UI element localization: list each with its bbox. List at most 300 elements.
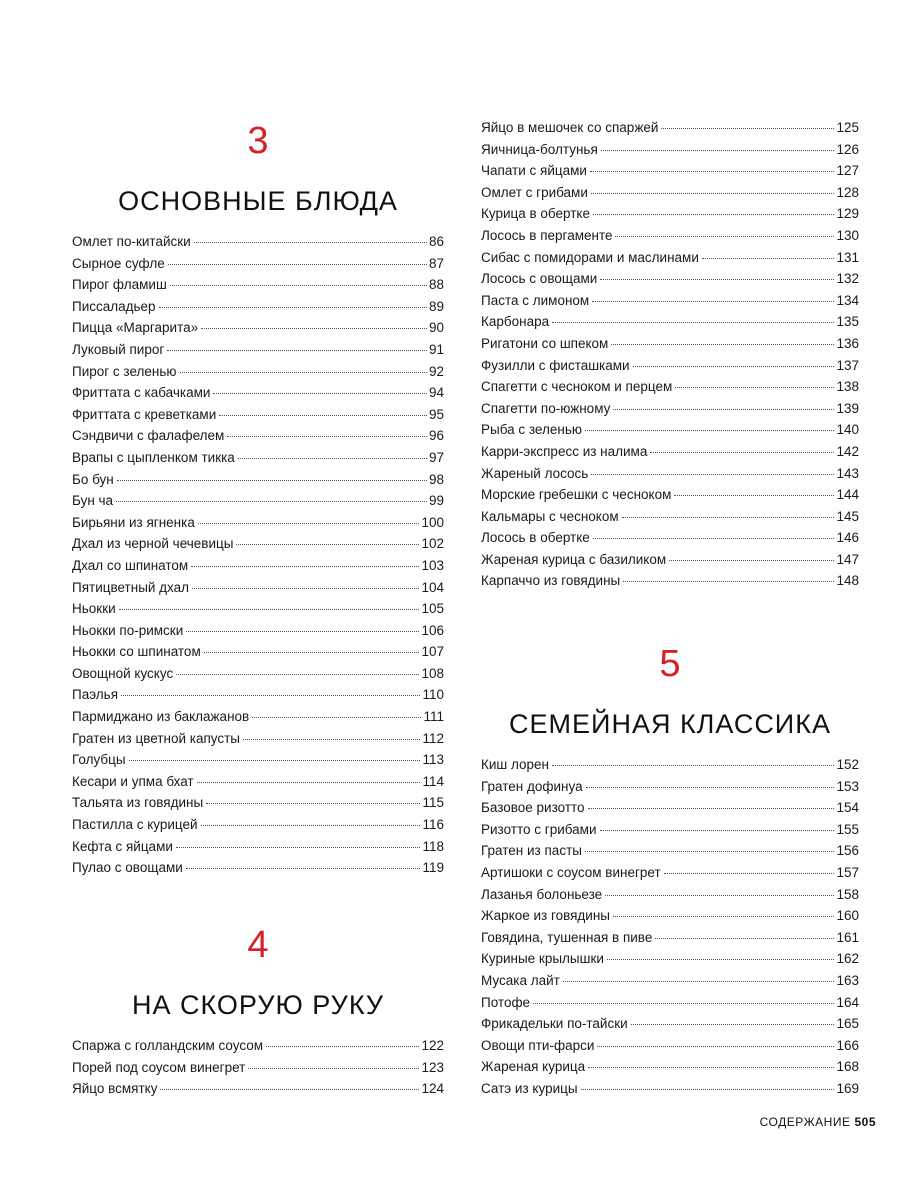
dot-leader	[119, 609, 420, 610]
dot-leader	[180, 372, 427, 373]
dot-leader	[585, 430, 834, 431]
entry-page: 163	[836, 972, 859, 988]
entry-title: Сэндвичи с фалафелем	[72, 428, 225, 444]
dot-leader	[702, 258, 835, 259]
entry-page: 102	[421, 536, 444, 552]
entry-title: Жареный лосось	[481, 465, 589, 481]
toc-entry	[481, 927, 859, 949]
dot-leader	[661, 128, 834, 129]
dot-leader	[623, 581, 834, 582]
entry-page: 143	[836, 465, 859, 481]
entry-page: 139	[836, 400, 859, 416]
toc-entry	[72, 555, 444, 577]
entry-page: 110	[422, 687, 444, 703]
dot-leader	[669, 560, 834, 561]
entry-title: Тальята из говядины	[72, 795, 204, 811]
section-title: НА СКОРУЮ РУКУ	[131, 990, 385, 1020]
entry-title: Гратен из цветной капусты	[72, 730, 241, 746]
page-number: 505	[854, 1115, 876, 1129]
toc-entry	[481, 290, 859, 312]
entry-title: Пулао с овощами	[72, 860, 183, 876]
toc-entry	[481, 570, 859, 592]
toc-entry	[481, 1013, 859, 1035]
toc-entry	[72, 382, 444, 404]
dot-leader	[533, 1003, 834, 1004]
entry-title: Писсаладьер	[72, 298, 156, 314]
toc-entry	[72, 296, 444, 318]
entry-title: Гратен дофинуа	[481, 778, 583, 794]
entry-title: Ньокки со шпинатом	[72, 644, 201, 660]
section-number: 4	[247, 924, 269, 966]
toc-entry	[481, 160, 859, 182]
toc-entry	[481, 840, 859, 862]
entry-title: Врапы с цыпленком тикка	[72, 449, 235, 465]
entry-page: 114	[422, 773, 444, 789]
toc-entry	[72, 857, 444, 879]
entry-title: Яичница-болтунья	[481, 141, 598, 157]
entry-title: Кальмары с чесноком	[481, 508, 619, 524]
dot-leader	[650, 452, 834, 453]
dot-leader	[591, 474, 834, 475]
entry-page: 165	[836, 1016, 859, 1032]
dot-leader	[600, 830, 835, 831]
toc-entry	[481, 884, 859, 906]
entry-page: 124	[421, 1081, 444, 1097]
entry-title: Фрикадельки по-тайски	[481, 1016, 628, 1032]
toc-entry	[481, 948, 859, 970]
dot-leader	[605, 895, 834, 896]
dot-leader	[600, 279, 834, 280]
entry-title: Потофе	[481, 994, 531, 1010]
entry-title: Овощной кускус	[72, 665, 174, 681]
dot-leader	[597, 1046, 834, 1047]
toc-entry	[481, 398, 859, 420]
entry-page: 146	[836, 530, 859, 546]
toc-entry	[72, 1035, 444, 1057]
toc-entry	[481, 1056, 859, 1078]
toc-entry	[72, 361, 444, 383]
dot-leader	[201, 328, 427, 329]
dot-leader	[592, 301, 834, 302]
entry-page: 127	[836, 163, 859, 179]
entry-page: 96	[428, 428, 444, 444]
entry-page: 112	[422, 730, 444, 746]
section-5	[481, 645, 859, 1100]
toc-entry	[72, 447, 444, 469]
entry-title: Лазанья болоньезе	[481, 886, 603, 902]
dot-leader	[252, 717, 421, 718]
dot-leader	[204, 652, 420, 653]
entry-title: Спаржа с голландским соусом	[72, 1038, 264, 1053]
entry-page: 87	[428, 255, 444, 271]
toc-entry	[72, 684, 444, 706]
toc-entry	[481, 506, 859, 528]
entry-title: Ньокки по-римски	[72, 622, 184, 638]
entry-page: 155	[836, 821, 859, 837]
entry-title: Луковый пирог	[72, 341, 165, 357]
toc-list	[481, 754, 859, 1100]
dot-leader	[129, 760, 421, 761]
toc-entry	[72, 490, 444, 512]
toc-entry	[481, 754, 859, 776]
section-number: 5	[659, 643, 681, 685]
dot-leader	[198, 523, 420, 524]
toc-list	[72, 231, 444, 879]
toc-entry	[481, 992, 859, 1014]
entry-page: 89	[428, 298, 444, 314]
page-footer	[760, 1115, 876, 1129]
toc-entry	[72, 836, 444, 858]
dot-leader	[633, 366, 835, 367]
entry-page: 132	[836, 271, 859, 287]
dot-leader	[192, 588, 419, 589]
toc-entry	[481, 182, 859, 204]
entry-page: 119	[422, 860, 444, 876]
toc-entry	[72, 706, 444, 728]
entry-title: Киш лорен	[481, 757, 549, 772]
dot-leader	[117, 480, 427, 481]
dot-leader	[563, 981, 835, 982]
entry-page: 88	[428, 277, 444, 293]
entry-title: Яйцо всмятку	[72, 1081, 158, 1097]
toc-entry	[72, 641, 444, 663]
entry-title: Овощи пти-фарси	[481, 1037, 595, 1053]
dot-leader	[248, 1068, 419, 1069]
entry-page: 97	[428, 449, 444, 465]
dot-leader	[170, 285, 427, 286]
toc-entry	[72, 620, 444, 642]
entry-title: Спагетти с чесноком и перцем	[481, 379, 673, 395]
toc-entry	[481, 225, 859, 247]
entry-page: 144	[836, 487, 859, 503]
entry-page: 113	[422, 752, 444, 768]
dot-leader	[206, 803, 420, 804]
entry-title: Лосось с овощами	[481, 271, 598, 287]
toc-entry	[72, 317, 444, 339]
toc-entry	[481, 819, 859, 841]
entry-page: 136	[836, 335, 859, 351]
entry-page: 137	[836, 357, 859, 373]
toc-entry	[72, 663, 444, 685]
toc-entry	[481, 203, 859, 225]
entry-title: Фриттата с креветками	[72, 406, 217, 422]
entry-page: 162	[836, 951, 859, 967]
entry-page: 153	[836, 778, 859, 794]
dot-leader	[167, 350, 427, 351]
entry-title: Кефта с яйцами	[72, 838, 173, 854]
entry-title: Сатэ из курицы	[481, 1080, 578, 1096]
toc-entry	[481, 463, 859, 485]
entry-title: Сибас с помидорами и маслинами	[481, 249, 699, 265]
entry-page: 103	[421, 557, 444, 573]
dot-leader	[631, 1024, 835, 1025]
entry-page: 99	[428, 493, 444, 509]
entry-title: Спагетти по-южному	[481, 400, 611, 416]
entry-page: 131	[836, 249, 859, 265]
toc-entry	[72, 598, 444, 620]
toc-entry	[72, 749, 444, 771]
entry-page: 94	[428, 385, 444, 401]
toc-entry	[72, 339, 444, 361]
dot-leader	[615, 236, 834, 237]
section-3	[72, 122, 444, 879]
dot-leader	[194, 242, 427, 243]
entry-title: Бун ча	[72, 493, 114, 509]
dot-leader	[159, 307, 427, 308]
dot-leader	[168, 264, 427, 265]
dot-leader	[622, 517, 835, 518]
entry-page: 111	[423, 709, 444, 725]
section-4-continued	[481, 117, 859, 592]
entry-page: 148	[836, 573, 859, 589]
entry-title: Карпаччо из говядины	[481, 573, 621, 589]
toc-entry	[481, 333, 859, 355]
entry-page: 156	[836, 843, 859, 859]
entry-title: Карри-экспресс из налима	[481, 443, 648, 459]
entry-page: 152	[836, 757, 859, 772]
toc-entry	[481, 970, 859, 992]
dot-leader	[607, 959, 835, 960]
toc-entry	[481, 139, 859, 161]
section-number: 3	[247, 120, 269, 162]
entry-title: Фриттата с кабачками	[72, 385, 211, 401]
toc-entry	[481, 376, 859, 398]
entry-page: 92	[428, 363, 444, 379]
toc-list	[72, 1035, 444, 1100]
entry-page: 169	[836, 1080, 859, 1096]
entry-page: 122	[421, 1038, 444, 1053]
entry-title: Ригатони со шпеком	[481, 335, 609, 351]
entry-title: Жареная курица с базиликом	[481, 551, 667, 567]
toc-entry	[481, 527, 859, 549]
dot-leader	[655, 938, 834, 939]
dot-leader	[591, 193, 835, 194]
entry-page: 145	[836, 508, 859, 524]
dot-leader	[266, 1046, 419, 1047]
section-title: ОСНОВНЫЕ БЛЮДА	[118, 186, 398, 216]
dot-leader	[236, 544, 419, 545]
dot-leader	[588, 1067, 834, 1068]
entry-page: 147	[836, 551, 859, 567]
entry-title: Дхал из черной чечевицы	[72, 536, 234, 552]
entry-page: 134	[836, 292, 859, 308]
entry-title: Пицца «Маргарита»	[72, 320, 199, 336]
dot-leader	[227, 436, 427, 437]
entry-page: 158	[836, 886, 859, 902]
entry-title: Пармиджано из баклажанов	[72, 709, 250, 725]
entry-page: 123	[421, 1059, 444, 1075]
dot-leader	[160, 1089, 419, 1090]
toc-entry	[481, 484, 859, 506]
dot-leader	[552, 765, 834, 766]
entry-page: 126	[836, 141, 859, 157]
dot-leader	[611, 344, 834, 345]
entry-page: 91	[428, 341, 444, 357]
toc-entry	[72, 577, 444, 599]
toc-entry	[481, 549, 859, 571]
entry-title: Голубцы	[72, 752, 126, 768]
entry-title: Ньокки	[72, 601, 116, 617]
toc-entry	[72, 274, 444, 296]
entry-page: 107	[421, 644, 444, 660]
entry-title: Паста с лимоном	[481, 292, 590, 308]
toc-entry	[72, 771, 444, 793]
dot-leader	[238, 458, 427, 459]
dot-leader	[581, 1089, 835, 1090]
entry-page: 90	[428, 320, 444, 336]
dot-leader	[601, 150, 835, 151]
entry-title: Курица в обертке	[481, 206, 590, 222]
toc-entry	[481, 776, 859, 798]
toc-entry	[481, 247, 859, 269]
dot-leader	[176, 674, 419, 675]
entry-page: 140	[836, 422, 859, 438]
dot-leader	[664, 873, 835, 874]
entry-title: Мусака лайт	[481, 972, 560, 988]
toc-entry	[72, 404, 444, 426]
entry-title: Куриные крылышки	[481, 951, 604, 967]
entry-page: 161	[836, 929, 859, 945]
entry-page: 130	[836, 227, 859, 243]
entry-page: 98	[428, 471, 444, 487]
toc-list	[481, 117, 859, 592]
dot-leader	[197, 782, 421, 783]
entry-page: 135	[836, 314, 859, 330]
entry-page: 108	[421, 665, 444, 681]
entry-page: 142	[836, 443, 859, 459]
toc-entry	[481, 862, 859, 884]
entry-title: Бо бун	[72, 471, 114, 487]
dot-leader	[613, 409, 834, 410]
toc-entry	[481, 419, 859, 441]
toc-entry	[72, 1057, 444, 1079]
toc-entry	[72, 425, 444, 447]
toc-entry	[72, 792, 444, 814]
entry-page: 168	[836, 1059, 859, 1075]
entry-title: Карбонара	[481, 314, 550, 330]
dot-leader	[201, 825, 421, 826]
toc-entry	[481, 441, 859, 463]
entry-title: Фузилли с фисташками	[481, 357, 630, 373]
toc-entry	[72, 1078, 444, 1100]
entry-page: 105	[421, 601, 444, 617]
entry-page: 115	[422, 795, 444, 811]
toc-entry	[481, 797, 859, 819]
entry-page: 125	[836, 120, 859, 135]
toc-entry	[481, 905, 859, 927]
dot-leader	[593, 538, 835, 539]
entry-page: 128	[836, 184, 859, 200]
entry-title: Лосось в пергаменте	[481, 227, 613, 243]
entry-page: 160	[836, 908, 859, 924]
entry-page: 157	[836, 864, 859, 880]
toc-entry	[481, 355, 859, 377]
entry-title: Яйцо в мешочек со спаржей	[481, 120, 659, 135]
dot-leader	[186, 868, 421, 869]
entry-title: Чапати с яйцами	[481, 163, 587, 179]
entry-title: Базовое ризотто	[481, 800, 585, 816]
entry-title: Пятицветный дхал	[72, 579, 190, 595]
dot-leader	[213, 393, 427, 394]
toc-entry	[72, 231, 444, 253]
entry-page: 118	[422, 838, 444, 854]
entry-title: Говядина, тушенная в пиве	[481, 929, 653, 945]
entry-title: Дхал со шпинатом	[72, 557, 189, 573]
entry-page: 166	[836, 1037, 859, 1053]
toc-entry	[481, 1078, 859, 1100]
dot-leader	[116, 501, 427, 502]
entry-title: Омлет по-китайски	[72, 234, 191, 249]
dot-leader	[552, 322, 834, 323]
dot-leader	[176, 847, 421, 848]
dot-leader	[186, 631, 419, 632]
dot-leader	[590, 171, 835, 172]
entry-page: 154	[836, 800, 859, 816]
section-4	[72, 926, 444, 1100]
section-title: СЕМЕЙНАЯ КЛАССИКА	[509, 709, 831, 739]
entry-page: 95	[428, 406, 444, 422]
dot-leader	[243, 739, 420, 740]
toc-entry	[72, 253, 444, 275]
entry-page: 138	[836, 379, 859, 395]
entry-title: Сырное суфле	[72, 255, 165, 271]
toc-entry	[72, 814, 444, 836]
dot-leader	[191, 566, 419, 567]
dot-leader	[585, 851, 835, 852]
toc-entry	[481, 117, 859, 139]
toc-entry	[481, 268, 859, 290]
entry-title: Пирог фламиш	[72, 277, 167, 293]
toc-entry	[72, 512, 444, 534]
toc-entry	[481, 311, 859, 333]
dot-leader	[586, 787, 835, 788]
dot-leader	[675, 387, 834, 388]
entry-title: Порей под соусом винегрет	[72, 1059, 246, 1075]
dot-leader	[121, 695, 420, 696]
dot-leader	[674, 495, 834, 496]
entry-page: 116	[422, 817, 444, 833]
toc-entry	[72, 728, 444, 750]
dot-leader	[613, 916, 834, 917]
dot-leader	[219, 415, 427, 416]
entry-title: Жареная курица	[481, 1059, 586, 1075]
entry-title: Морские гребешки с чесноком	[481, 487, 672, 503]
entry-page: 86	[428, 234, 444, 249]
entry-title: Гратен из пасты	[481, 843, 582, 859]
entry-title: Бирьяни из ягненка	[72, 514, 195, 530]
entry-title: Пастилла с курицей	[72, 817, 198, 833]
dot-leader	[593, 214, 834, 215]
toc-entry	[72, 469, 444, 491]
entry-title: Артишоки с соусом винегрет	[481, 864, 661, 880]
entry-page: 164	[836, 994, 859, 1010]
entry-page: 100	[421, 514, 444, 530]
entry-page: 106	[421, 622, 444, 638]
toc-entry	[481, 1035, 859, 1057]
toc-entry	[72, 533, 444, 555]
entry-title: Ризотто с грибами	[481, 821, 597, 837]
entry-title: Жаркое из говядины	[481, 908, 610, 924]
entry-title: Рыба с зеленью	[481, 422, 582, 438]
entry-title: Паэлья	[72, 687, 119, 703]
entry-title: Пирог с зеленью	[72, 363, 177, 379]
entry-title: Лосось в обертке	[481, 530, 590, 546]
entry-title: Омлет с грибами	[481, 184, 588, 200]
entry-title: Кесари и упма бхат	[72, 773, 194, 789]
entry-page: 104	[421, 579, 444, 595]
footer-label: СОДЕРЖАНИЕ	[759, 1115, 851, 1129]
entry-page: 129	[836, 206, 859, 222]
